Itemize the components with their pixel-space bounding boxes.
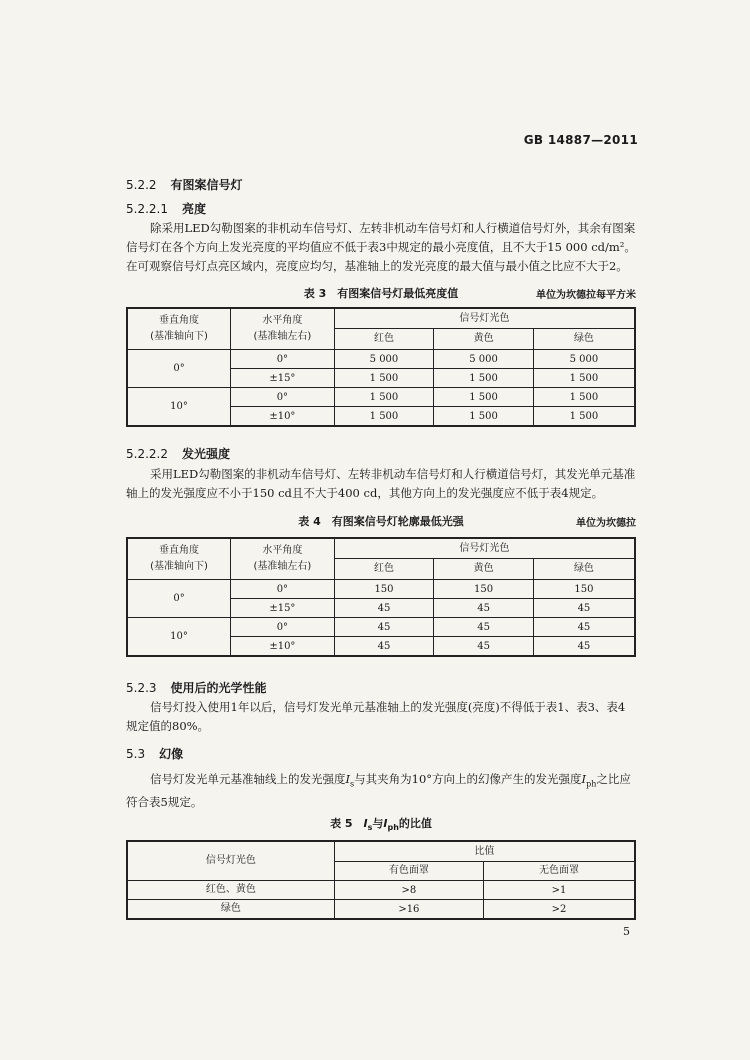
table-3-caption: 表 3 有图案信号灯最低亮度值 [303,287,459,300]
paragraph-intensity: 采用LED勾勒图案的非机动车信号灯、左转非机动车信号灯和人行横道信号灯，其发光单元基准轴上的发光强度应不小于150 cd且不大于400 cd，其他方向上的发光强度应不低于表4规定。 [126,467,636,500]
cell-horizontal: 0° [231,580,335,599]
table-4 [126,537,636,657]
table-row [127,580,635,599]
table-3 [126,307,636,427]
header-signal-color: 信号灯光色 [127,841,334,881]
cell-green: 45 [533,599,635,618]
table-row [127,900,635,920]
section-number: 5.2.3 [126,681,157,695]
header-yellow: 黄色 [434,559,534,580]
paragraph-phantom [126,770,636,812]
symbol-subscript: ph [586,779,597,789]
section-number: 5.3 [126,747,146,761]
cell-color: 绿色 [127,900,334,920]
header-colored-lens: 有色面罩 [334,862,483,881]
section-title: 亮度 [181,202,206,216]
cell-red: 45 [334,618,434,637]
cell-green: 1 500 [533,407,635,427]
cell-yellow: 1 500 [434,369,534,388]
header-yellow: 黄色 [434,329,534,350]
cell-green: 45 [533,637,635,657]
cell-vertical: 10° [127,618,231,657]
table-row [127,881,635,900]
section-heading-5-3 [126,745,183,762]
header-horizontal-angle: 水平角度 (基准轴左右) [231,538,335,580]
cell-red: 1 500 [334,388,434,407]
cell-red: 45 [334,637,434,657]
header-signal-color: 信号灯光色 [334,308,635,329]
section-heading-5-2-2-2 [126,445,230,462]
symbol-subscript: ph [387,823,399,833]
cell-yellow: 45 [434,618,534,637]
cell-yellow: 1 500 [434,388,534,407]
cell-horizontal: ±15° [231,599,335,618]
header-signal-color: 信号灯光色 [334,538,635,559]
cell-green: 5 000 [533,350,635,369]
header-green: 绿色 [533,559,635,580]
section-heading-5-2-2-1 [126,200,206,217]
paragraph-after-use: 信号灯投入使用1年以后，信号灯发光单元基准轴上的发光强度(亮度)不得低于表1、表3、表4规定值的80%。 [126,700,626,733]
cell-green: 1 500 [533,369,635,388]
header-vertical-angle: 垂直角度 (基准轴向下) [127,538,231,580]
cell-red: 5 000 [334,350,434,369]
cell-horizontal: ±10° [231,637,335,657]
cell-green: 150 [533,580,635,599]
cell-red: 1 500 [334,407,434,427]
paragraph-text: 信号灯发光单元基准轴线上的发光强度 [150,772,346,786]
cell-yellow: 5 000 [434,350,534,369]
caption-text: 表 5 [330,817,364,830]
cell-yellow: 45 [434,599,534,618]
paragraph-text: 之比应符合表5规定。 [126,772,631,810]
caption-text: 的比值 [398,817,432,830]
section-heading-5-2-3 [126,679,267,696]
section-number: 5.2.2.1 [126,202,168,216]
header-vertical-angle: 垂直角度 (基准轴向下) [127,308,231,350]
table-4-caption: 表 4 有图案信号灯轮廓最低光强 [298,515,464,528]
cell-red: 45 [334,599,434,618]
table-5-caption [126,815,636,832]
table-row [127,350,635,369]
cell-horizontal: 0° [231,388,335,407]
cell-horizontal: 0° [231,618,335,637]
table-5 [126,840,636,920]
cell-vertical: 0° [127,350,231,388]
section-title: 幻像 [159,747,184,761]
header-horizontal-angle: 水平角度 (基准轴左右) [231,308,335,350]
table-4-caption-row [126,513,636,529]
section-title: 有图案信号灯 [170,178,243,192]
header-ratio: 比值 [334,841,635,862]
cell-red: 1 500 [334,369,434,388]
table-3-caption-row [126,285,636,301]
symbol-i: I [345,772,351,786]
cell-colorless: >2 [484,900,635,920]
table-5-caption-row [126,815,636,831]
caption-text: 与 [372,817,384,830]
cell-color: 红色、黄色 [127,881,334,900]
table-4-unit: 单位为坎德拉 [576,518,636,529]
symbol-i: I [383,817,388,830]
section-heading-5-2-2 [126,176,243,193]
header-red: 红色 [334,329,434,350]
cell-colorless: >1 [484,881,635,900]
cell-colored: >16 [334,900,483,920]
header-colorless-lens: 无色面罩 [484,862,635,881]
cell-yellow: 45 [434,637,534,657]
section-number: 5.2.2.2 [126,447,168,461]
symbol-i: I [363,817,368,830]
table-row [127,388,635,407]
paragraph-luminance: 除采用LED勾勒图案的非机动车信号灯、左转非机动车信号灯和人行横道信号灯外，其余有图案信号灯在各个方向上发光亮度的平均值应不低于表3中规定的最小亮度值，且不大于15 000 cd/m²。在可观察信号灯点亮区域内，亮度应均匀，基准轴上的发光亮度的最大值与最小值之比应不大于2。 [126,221,636,273]
header-red: 红色 [334,559,434,580]
table-3-unit: 单位为坎德拉每平方米 [536,290,636,301]
header-green: 绿色 [533,329,635,350]
cell-horizontal: ±15° [231,369,335,388]
cell-green: 1 500 [533,388,635,407]
symbol-i: I [581,772,587,786]
paragraph-text: 与其夹角为10°方向上的幻像产生的发光强度 [354,772,582,786]
page-number: 5 [623,925,630,938]
cell-horizontal: 0° [231,350,335,369]
symbol-subscript: s [350,779,355,789]
symbol-subscript: s [367,823,373,833]
table-row [127,618,635,637]
section-number: 5.2.2 [126,178,157,192]
cell-yellow: 150 [434,580,534,599]
cell-vertical: 10° [127,388,231,427]
standard-code: GB 14887—2011 [523,133,638,147]
cell-red: 150 [334,580,434,599]
section-title: 发光强度 [181,447,230,461]
cell-horizontal: ±10° [231,407,335,427]
cell-vertical: 0° [127,580,231,618]
cell-green: 45 [533,618,635,637]
cell-yellow: 1 500 [434,407,534,427]
section-title: 使用后的光学性能 [170,681,267,695]
cell-colored: >8 [334,881,483,900]
